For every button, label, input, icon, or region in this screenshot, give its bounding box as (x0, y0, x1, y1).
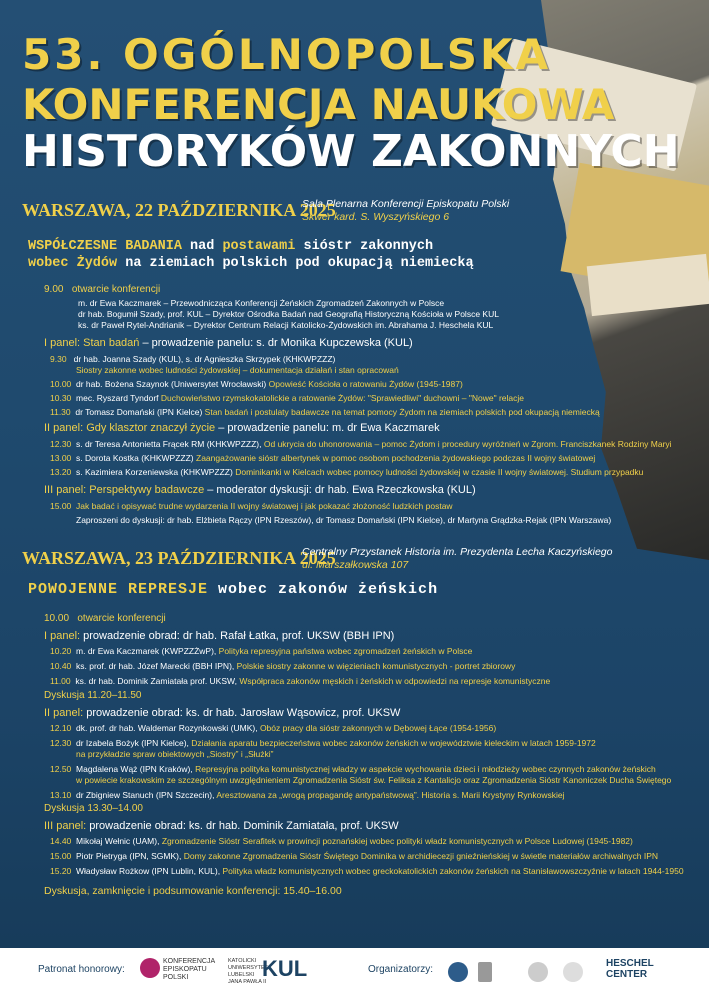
time: 10.40 (50, 661, 72, 671)
agenda-item (50, 790, 565, 801)
agenda-item (50, 764, 656, 775)
talk-title: Polityka władz komunistycznych wobec greckokatolickich zakonów żeńskich na Stanisławowszczyźnie w latach 1944-1950 (222, 866, 684, 876)
talk-title: Od ukrycia do uhonorowania – pomoc Żydom i procedury wyróżnień w Zgrom. Franciszkanek Rodziny Maryi (263, 439, 672, 449)
speaker: m. dr Ewa Kaczmarek (KWPZZŻwP), (76, 646, 217, 656)
opening-speaker: dr hab. Bogumił Szady, prof. KUL – Dyrektor Ośrodka Badań nad Geografią Historyczną Kościoła w Polsce KUL (78, 309, 499, 319)
day1-venue (302, 198, 509, 224)
footer (0, 948, 709, 1002)
agenda-item (50, 661, 515, 672)
venue-name: Sala Plenarna Konferencji Episkopatu Polski (302, 198, 510, 210)
day2-venue (302, 546, 612, 572)
speaker: dr Zbigniew Stanuch (IPN Szczecin), (76, 790, 215, 800)
panel-moderator: prowadzenie obrad: ks. dr hab. Dominik Zamiatała, prof. UKSW (86, 820, 399, 832)
day2-panel2-header (44, 707, 400, 719)
kep-logo-icon (140, 958, 160, 978)
day1-date: WARSZAWA, 22 PAŹDZIERNIKA 2025 (22, 200, 336, 220)
talk-title: Obóz pracy dla sióstr zakonnych w Dębowej Łące (1954-1956) (259, 723, 497, 733)
time: 12.30 (50, 738, 72, 748)
time: 10.30 (50, 393, 72, 403)
day1-panel3-header (44, 484, 476, 496)
time: 14.40 (50, 836, 72, 846)
venue-address: Skwer kard. S. Wyszyńskiego 6 (302, 211, 450, 223)
discussion-slot: Dyskusja 13.30–14.00 (44, 803, 143, 814)
agenda-item (50, 407, 600, 418)
talk-title: Polityka represyjna państwa wobec zgromadzeń żeńskich w Polsce (218, 646, 473, 656)
theme-highlight: WSPÓŁCZESNE BADANIA (28, 239, 182, 254)
speaker: dr Izabela Bożyk (IPN Kielce), (76, 738, 189, 748)
opening-label: otwarcie konferencji (71, 284, 161, 295)
talk-title: Współpraca zakonów męskich i żeńskich w odpowiedzi na represje komunistyczne (239, 676, 551, 686)
time: 9.30 (50, 354, 67, 364)
day2-opening (44, 613, 166, 624)
talk-title: Dominikanki w Kielcach wobec pomocy ludności żydowskiej w czasie II wojny światowej. Studium przypadku (235, 467, 644, 477)
invited-discussants: Zaproszeni do dyskusji: dr hab. Elżbieta Rączy (IPN Rzeszów), dr Tomasz Domański (IPN Kielce), dr Martyna Grądzka-Rejak (IPN Warszawa) (76, 515, 612, 525)
ipn-logo-icon (448, 962, 468, 982)
agenda-item (50, 676, 550, 687)
time: 12.50 (50, 764, 72, 774)
day1-opening (44, 284, 160, 295)
panel-moderator: – prowadzenie panelu: s. dr Monika Kupczewska (KUL) (139, 337, 413, 349)
time: 13.20 (50, 467, 72, 477)
speaker: Piotr Pietryga (IPN, SGMK), (76, 851, 182, 861)
agenda-item (50, 379, 463, 390)
organizers-label: Organizatorzy: (368, 964, 434, 975)
theme-text: na ziemiach polskich pod okupacją niemiecką (117, 256, 474, 271)
agenda-item (50, 393, 524, 404)
time: 13.10 (50, 790, 72, 800)
panel-title: III panel: (44, 820, 87, 832)
day2-date: WARSZAWA, 23 PAŹDZIERNIKA 2025 (22, 548, 336, 568)
day2-panel1-header (44, 630, 394, 642)
speaker: Władysław Rożkow (IPN Lublin, KUL), (76, 866, 221, 876)
agenda-item (50, 646, 472, 657)
speaker: ks. dr hab. Dominik Zamiatała prof. UKSW, (75, 676, 237, 686)
kul-logo-text: KATOLICKI UNIWERSYTET LUBELSKI JANA PAWŁA II (228, 958, 268, 985)
closing-session: Dyskusja, zamknięcie i podsumowanie konferencji: 15.40–16.00 (44, 885, 342, 897)
talk-title: Polskie siostry zakonne w więzieniach komunistycznych - portret zbiorowy (236, 661, 516, 671)
agenda-item (50, 866, 684, 877)
talk-title: Siostry zakonne wobec ludności żydowskiej – dokumentacja działań i stan opracowań (76, 365, 399, 375)
speaker: ks. prof. dr hab. Józef Marecki (BBH IPN), (76, 661, 235, 671)
title-line-3: HISTORYKÓW ZAKONNYCH (22, 126, 680, 177)
speaker: s. dr Teresa Antonietta Frącek RM (KHKWPZZZ), (76, 439, 262, 449)
day1-panel1-header (44, 337, 413, 349)
time: 11.30 (50, 407, 71, 417)
opening-label: otwarcie konferencji (77, 613, 166, 624)
agenda-item (50, 738, 596, 749)
agenda-item (50, 467, 643, 478)
kep-logo-text: KONFERENCJA EPISKOPATU POLSKI (163, 958, 215, 981)
panel-moderator: prowadzenie obrad: ks. dr hab. Jarosław Wąsowicz, prof. UKSW (83, 707, 401, 719)
talk-title: Opowieść Kościoła o ratowaniu Żydów (1945-1987) (268, 379, 463, 389)
speaker: dr hab. Joanna Szady (KUL), s. dr Agnieszka Skrzypek (KHKWPZZZ) (73, 354, 336, 364)
time: 11.00 (50, 676, 71, 686)
theme-highlight: postawami (222, 239, 296, 254)
time: 9.00 (44, 284, 64, 295)
theme-text: nad (181, 239, 223, 254)
theme-text: wobec zakonów żeńskich (208, 581, 439, 598)
agenda-item (50, 439, 672, 450)
theme-highlight: wobec Żydów (28, 256, 118, 271)
opening-speaker: ks. dr Paweł Rytel-Andrianik – Dyrektor Centrum Relacji Katolicko-Żydowskich im. Abrahama J. Heschela KUL (78, 320, 494, 330)
agenda-item (50, 723, 496, 734)
time: 10.00 (50, 379, 72, 389)
theme-text: sióstr zakonnych (295, 239, 434, 254)
talk-title: Represyjna polityka komunistycznej władzy w aspekcie wychowania dzieci i młodzieży wobec czynnych zakonów żeńskich (195, 764, 656, 774)
time: 10.00 (44, 613, 70, 624)
talk-title-cont: na przykładzie spraw obiektowych „Siostry” i „Służki” (76, 749, 274, 759)
panel-title: III panel: Perspektywy badawcze (44, 484, 205, 496)
agenda-item (50, 354, 335, 365)
talk-title: Stan badań i postulaty badawcze na temat pomocy Żydom na ziemiach polskich pod okupacją niemiecką (204, 407, 600, 417)
panel-moderator: – prowadzenie panelu: m. dr Ewa Kaczmarek (215, 422, 440, 434)
time: 12.30 (50, 439, 72, 449)
talk-title: Domy zakonne Zgromadzenia Sióstr Świętego Dominika w archidiecezji gnieźnieńskiej w świetle materiałów archiwalnych IPN (183, 851, 659, 861)
agenda-item (50, 836, 633, 847)
venue-address: ul. Marszałkowska 107 (302, 559, 409, 571)
panel-moderator: prowadzenie obrad: dr hab. Rafał Łatka, prof. UKSW (BBH IPN) (80, 630, 395, 642)
speaker: dr hab. Bożena Szaynok (Uniwersytet Wrocławski) (76, 379, 267, 389)
venue-name: Centralny Przystanek Historia im. Prezydenta Lecha Kaczyńskiego (302, 546, 613, 558)
time: 15.00 (50, 851, 72, 861)
talk-title: Duchowieństwo rzymskokatolickie a ratowanie Żydów: "Sprawiedliwi" duchowni – "Nowe" relacje (160, 393, 524, 403)
speaker: mec. Ryszard Tyndorf (76, 393, 159, 403)
time: 15.20 (50, 866, 72, 876)
speaker: dk. prof. dr hab. Waldemar Rozynkowski (UMK), (76, 723, 258, 733)
panel-moderator: – moderator dyskusji: dr hab. Ewa Rzeczkowska (KUL) (204, 484, 476, 496)
organizer-logo-icon (478, 962, 492, 982)
day1-panel2-header (44, 422, 440, 434)
speaker: Magdalena Wąż (IPN Kraków), (76, 764, 193, 774)
talk-title-cont: w powiecie krakowskim ze szczególnym uwzględnieniem Zgromadzenia Sióstr św. Feliksa z Kantalicjo oraz Zgromadzenia Sióstr Kanoniczek Ducha Świętego (76, 775, 672, 785)
day2-theme (28, 581, 438, 598)
speaker: Mikołaj Wełnic (UAM), (76, 836, 160, 846)
title-line-1: 53. OGÓLNOPOLSKA (22, 30, 552, 79)
organizer-logo-icon (563, 962, 583, 982)
agenda-item (50, 851, 658, 862)
panel-title: I panel: (44, 630, 81, 642)
talk-title: Aresztowana za „wrogą propagandę antypaństwową”. Historia s. Marii Krystyny Rynkowskiej (216, 790, 565, 800)
title-line-2: KONFERENCJA NAUKOWA (22, 80, 615, 129)
speaker: s. Kazimiera Korzeniewska (KHKWPZZZ) (76, 467, 233, 477)
speaker: s. Dorota Kostka (KHKWPZZZ) (76, 453, 194, 463)
day2-panel3-header (44, 820, 399, 832)
day1-theme (28, 238, 474, 272)
panel-title: II panel: Gdy klasztor znaczył życie (44, 422, 216, 434)
discussion-slot: Dyskusja 11.20–11.50 (44, 690, 142, 701)
opening-speaker: m. dr Ewa Kaczmarek – Przewodnicząca Konferencji Żeńskich Zgromadzeń Zakonnych w Polsce (78, 298, 445, 308)
theme-highlight: POWOJENNE REPRESJE (28, 581, 209, 598)
talk-title: Zgromadzenie Sióstr Serafitek w prowincji poznańskiej wobec polityki władz komunistycznych w Polsce Ludowej (1945-1982) (161, 836, 633, 846)
speaker: dr Tomasz Domański (IPN Kielce) (75, 407, 203, 417)
talk-title: Zaangażowanie sióstr albertynek w pomoc osobom pochodzenia żydowskiego podczas II wojny światowej (196, 453, 596, 463)
agenda-item (50, 453, 595, 464)
talk-title: Działania aparatu bezpieczeństwa wobec zakonów żeńskich w województwie kieleckim w latach 1959-1972 (191, 738, 596, 748)
organizer-logo-icon (528, 962, 548, 982)
talk-title: Jak badać i opisywać trudne wydarzenia II wojny światowej i jak pokazać złożoność ludzkich postaw (76, 501, 453, 511)
panel-title: II panel: (44, 707, 84, 719)
agenda-item (50, 501, 453, 512)
time: 10.20 (50, 646, 72, 656)
time: 15.00 (50, 501, 72, 511)
time: 12.10 (50, 723, 72, 733)
kul-logo-mark: KUL (262, 956, 308, 981)
heschel-logo: HESCHEL CENTER (606, 958, 654, 980)
kep-logo (140, 958, 220, 982)
time: 13.00 (50, 453, 72, 463)
patronage-label: Patronat honorowy: (38, 964, 125, 975)
panel-title: I panel: Stan badań (44, 337, 140, 349)
